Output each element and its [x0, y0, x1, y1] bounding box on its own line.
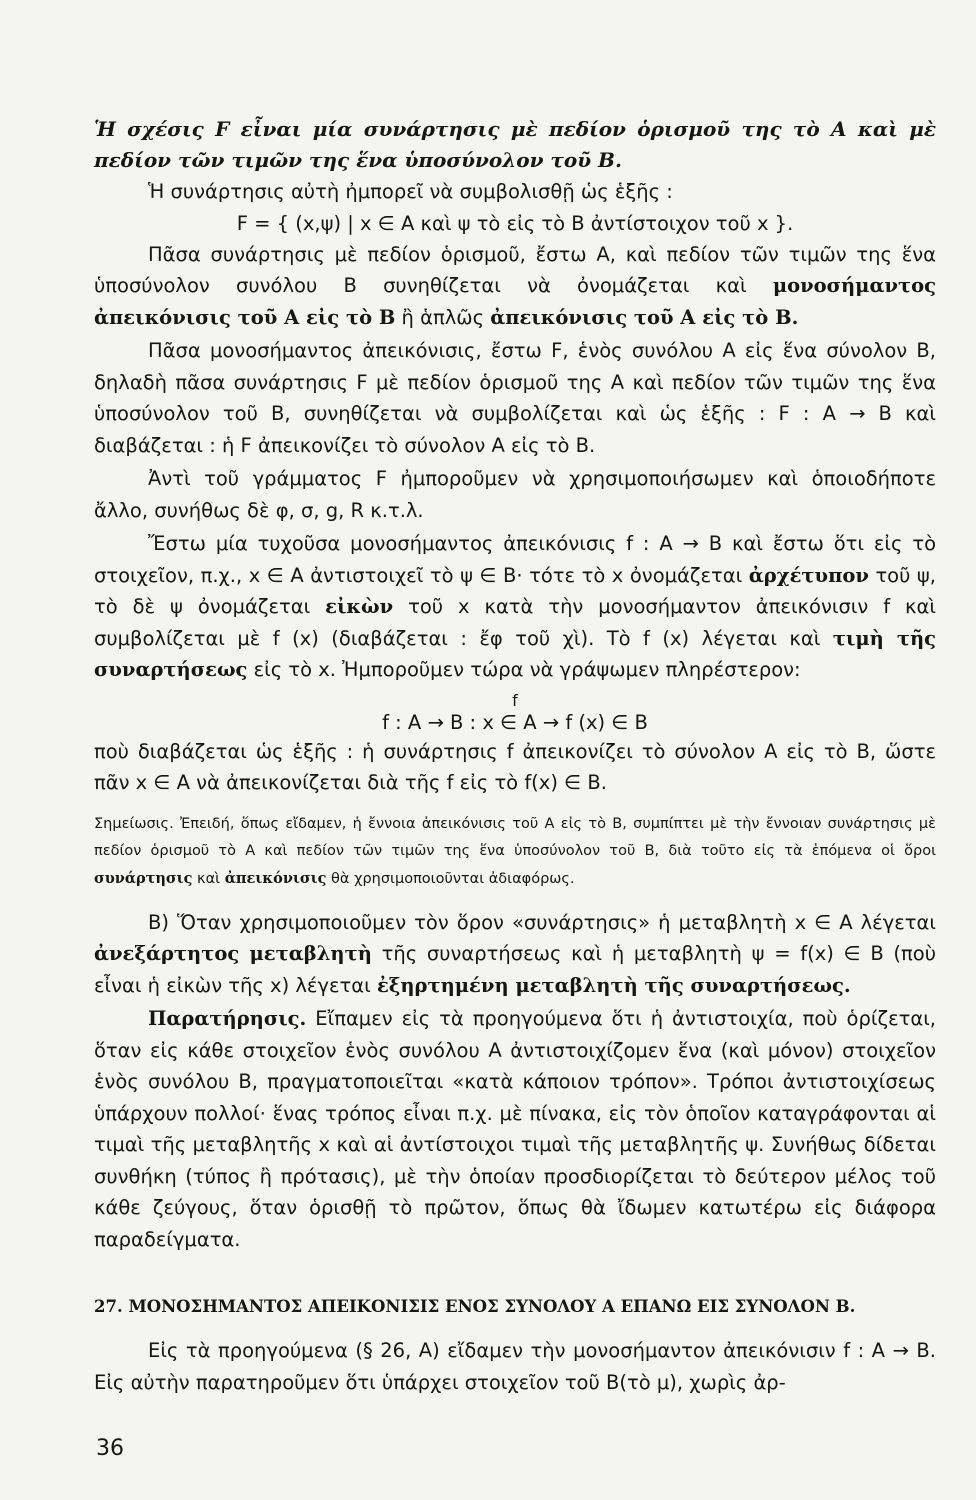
paragraph-observation: Παρατήρησις. Εἴπαμεν εἰς τὰ προηγούμενα ὅτι ἡ ἀντιστοιχία, ποὺ ὁρίζεται, ὅταν εἰς κάθε στοιχεῖον ἑνὸς συνόλου Α ἀντιστοιχίζομεν ἕνα (καὶ μόνον) στοιχεῖον ἑνὸς συνόλου Β, πραγματοποιεῖται «κατὰ κάποιον τρόπον». Τρόποι ἀντιστοιχίσεως ὑπάρχουν πολλοί· ἕνας τρόπος εἶναι π.χ. μὲ πίνακα, εἰς τὸν ὁποῖον καταγράφονται αἱ τιμαὶ τῆς μεταβλητῆς x καὶ αἱ ἀντίστοιχοι τιμαὶ τῆς μεταβλητῆς ψ. Συνήθως δίδεται συνθήκη (τύπος ἢ πρότασις), μὲ τὴν ὁποίαν προσδιορίζεται τὸ δεύτερον μέλος τοῦ κάθε ζεύγους, ὅταν ὁρισθῇ τὸ πρῶτον, ὅπως θὰ ἴδωμεν κατωτέρω εἰς διάφορα παραδείγματα. [94, 1007, 936, 1251]
page-number: 36 [96, 1436, 124, 1461]
paragraph-letter: Ἀντὶ τοῦ γράμματος F ἠμποροῦμεν νὰ χρησιμοποιήσωμεν καὶ ὁποιοδήποτε ἄλλο, συνήθως δὲ φ, σ, g, R κ.τ.λ. [94, 467, 936, 522]
paragraph-monosemantic: Πᾶσα συνάρτησις μὲ πεδίον ὁρισμοῦ, ἔστω Α, καὶ πεδίον τῶν τιμῶν της ἕνα ὑποσύνολον συνόλου Β συνηθίζεται νὰ ὀνομάζεται καὶ μονοσήμαντος ἀπεικόνισις τοῦ Α εἰς τὸ Β ἢ ἁπλῶς ἀπεικόνισις τοῦ Α εἰς τὸ Β. [94, 242, 936, 329]
paragraph-reading: ποὺ διαβάζεται ὡς ἑξῆς : ἡ συνάρτησις f ἀπεικονίζει τὸ σύνολον Α εἰς τὸ Β, ὥστε πᾶν x ∈ A νὰ ἀπεικονίζεται διὰ τῆς f εἰς τὸ f(x) ∈ B. [94, 739, 936, 794]
opening-statement: Ἡ σχέσις F εἶναι μία συνάρτησις μὲ πεδίον ὁρισμοῦ της τὸ Α καὶ μὲ πεδίον τῶν τιμῶν της ἕνα ὑποσύνολον τοῦ Β. [94, 117, 936, 172]
paragraph-last: Εἰς τὰ προηγούμενα (§ 26, Α) εἴδαμεν τὴν μονοσήμαντον ἀπεικόνισιν f : A → B. Εἰς αὐτὴν παρατηροῦμεν ὅτι ὑπάρχει στοιχεῖον τοῦ Β(τὸ μ), χωρὶς ἀρ- [94, 1339, 936, 1394]
section-heading-27: 27. ΜΟΝΟΣΗΜΑΝΤΟΣ ΑΠΕΙΚΟΝΙΣΙΣ ΕΝΟΣ ΣΥΝΟΛΟΥ Α ΕΠΑΝΩ ΕΙΣ ΣΥΝΟΛΟΝ Β. [94, 1297, 856, 1316]
formula-mapping-line: f : A → B : x ∈ A → f (x) ∈ B [382, 710, 648, 734]
paragraph-B: Β) Ὅταν χρησιμοποιοῦμεν τὸν ὅρον «συνάρτησις» ἡ μεταβλητὴ x ∈ A λέγεται ἀνεξάρτητος μεταβλητὴ τῆς συναρτήσεως καὶ ἡ μεταβλητὴ ψ = f(x) ∈ B (ποὺ εἶναι ἡ εἰκὼν τῆς x) λέγεται ἐξηρτημένη μεταβλητὴ τῆς συναρτήσεως. [94, 910, 936, 997]
formula-F-definition: F = { (x,ψ) | x ∈ A καὶ ψ τὸ εἰς τὸ Β ἀντίστοιχον τοῦ x }. [236, 211, 794, 235]
paragraph-definition: Πᾶσα μονοσήμαντος ἀπεικόνισις, ἔστω F, ἑνὸς συνόλου Α εἰς ἕνα σύνολον Β, δηλαδὴ πᾶσα συνάρτησις F μὲ πεδίον ὁρισμοῦ της Α καὶ πεδίον τῶν τιμῶν της ἕνα ὑποσύνολον τοῦ Β, συνηθίζεται νὰ συμβολίζεται καὶ ὡς ἑξῆς : F : A → B καὶ διαβάζεται : ἡ F ἀπεικονίζει τὸ σύνολον Α εἰς τὸ Β. [94, 339, 936, 457]
formula-mapping-label: f [512, 690, 518, 710]
paragraph-archetype: Ἔστω μία τυχοῦσα μονοσήμαντος ἀπεικόνισις f : A → B καὶ ἔστω ὅτι εἰς τὸ στοιχεῖον, π.χ., x ∈ A ἀντιστοιχεῖ τὸ ψ ∈ B· τότε τὸ x ὀνομάζεται ἀρχέτυπον τοῦ ψ, τὸ δὲ ψ ὀνομάζεται εἰκὼν τοῦ x κατὰ τὴν μονοσήμαντον ἀπεικόνισιν f καὶ συμβολίζεται μὲ f (x) (διαβάζεται : ἔφ τοῦ χὶ). Τὸ f (x) λέγεται καὶ τιμὴ τῆς συναρτήσεως εἰς τὸ x. Ἠμποροῦμεν τώρα νὰ γράψωμεν πληρέστερον: [94, 532, 937, 681]
symbolize-intro: Ἡ συνάρτησις αὐτὴ ἠμπορεῖ νὰ συμβολισθῇ ὡς ἑξῆς : [148, 180, 673, 203]
note-paragraph: Σημείωσις. Ἐπειδή, ὅπως εἴδαμεν, ἡ ἔννοια ἀπεικόνισις τοῦ Α εἰς τὸ Β, συμπίπτει μὲ τὴν ἔννοιαν συνάρτησις μὲ πεδίον ὁρισμοῦ τὸ Α καὶ πεδίον τῶν τιμῶν της ἕνα ὑποσύνολον τοῦ Β, διὰ τοῦτο εἰς τὰ ἑπόμενα οἱ ὅροι συνάρτησις καὶ ἀπεικόνισις θὰ χρησιμοποιοῦνται ἀδιαφόρως. [94, 815, 936, 887]
formula-mapping [94, 692, 936, 736]
